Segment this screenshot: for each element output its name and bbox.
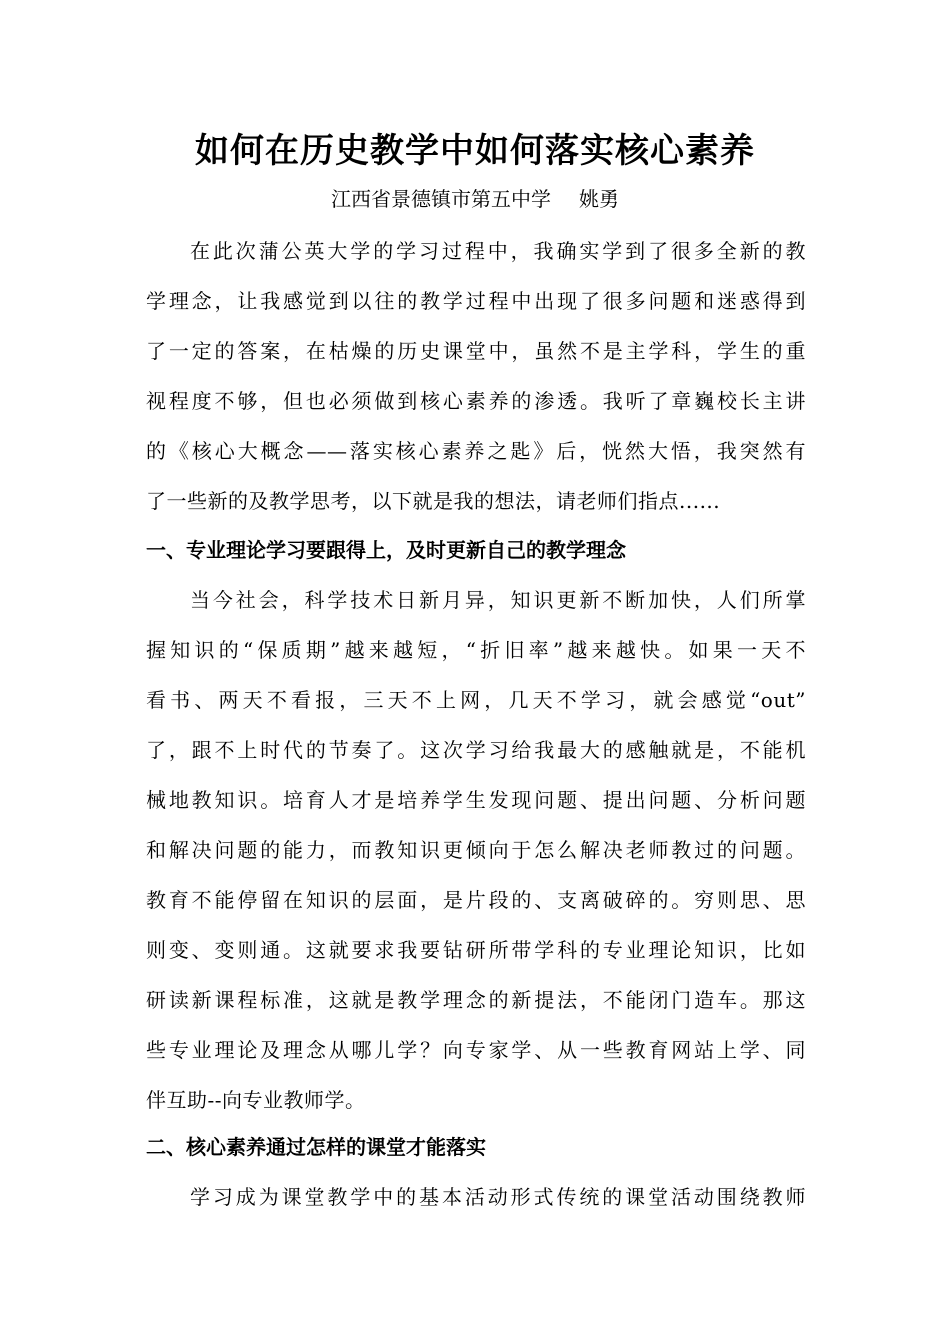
section-1-paragraph <box>146 575 806 1125</box>
paragraph-line: 伴互助--向专业教师学。 <box>146 1088 366 1112</box>
paragraph-line: 和解决问题的能力，而教知识更倾向于怎么解决老师教过的问题。 <box>146 838 806 862</box>
paragraph-line: 了一定的答案，在枯燥的历史课堂中，虽然不是主学科，学生的重 <box>146 339 806 363</box>
section-heading-1: 一、专业理论学习要跟得上，及时更新自己的教学理念 <box>146 538 626 562</box>
paragraph-line: 看书、两天不看报，三天不上网，几天不学习，就会感觉“out” <box>146 688 806 712</box>
paragraph-line: 的《核心大概念——落实核心素养之匙》后，恍然大悟，我突然有 <box>146 439 806 463</box>
paragraph-line: 视程度不够，但也必须做到核心素养的渗透。我听了章巍校长主讲 <box>146 389 806 413</box>
paragraph-line: 了一些新的及教学思考，以下就是我的想法，请老师们指点...... <box>146 489 721 513</box>
paragraph-line: 学理念，让我感觉到以往的教学过程中出现了很多问题和迷惑得到 <box>146 289 806 313</box>
paragraph-line: 则变、变则通。这就要求我要钻研所带学科的专业理论知识，比如 <box>146 938 806 962</box>
author-school: 江西省景德镇市第五中学 <box>331 187 551 211</box>
author-name: 姚勇 <box>579 187 619 211</box>
section-heading-2: 二、核心素养通过怎样的课堂才能落实 <box>146 1135 486 1159</box>
paragraph-line: 在此次蒲公英大学的学习过程中，我确实学到了很多全新的教 <box>190 239 806 263</box>
paragraph-line: 械地教知识。培育人才是培养学生发现问题、提出问题、分析问题 <box>146 788 806 812</box>
paragraph-line: 些专业理论及理念从哪儿学？向专家学、从一些教育网站上学、同 <box>146 1038 806 1062</box>
section-2-paragraph <box>146 1172 806 1222</box>
paragraph-line: 学习成为课堂教学中的基本活动形式传统的课堂活动围绕教师 <box>190 1185 806 1209</box>
paragraph-line: 研读新课程标准，这就是教学理念的新提法，不能闭门造车。那这 <box>146 988 806 1012</box>
intro-paragraph <box>146 226 806 526</box>
paragraph-line: 了，跟不上时代的节奏了。这次学习给我最大的感触就是，不能机 <box>146 738 806 762</box>
document-title: 如何在历史教学中如何落实核心素养 <box>195 131 755 171</box>
paragraph-line: 握知识的“保质期”越来越短，“折旧率”越来越快。如果一天不 <box>146 638 806 662</box>
author-line <box>0 184 950 214</box>
paragraph-line: 当今社会，科学技术日新月异，知识更新不断加快，人们所掌 <box>190 588 806 612</box>
paragraph-line: 教育不能停留在知识的层面，是片段的、支离破碎的。穷则思、思 <box>146 888 806 912</box>
